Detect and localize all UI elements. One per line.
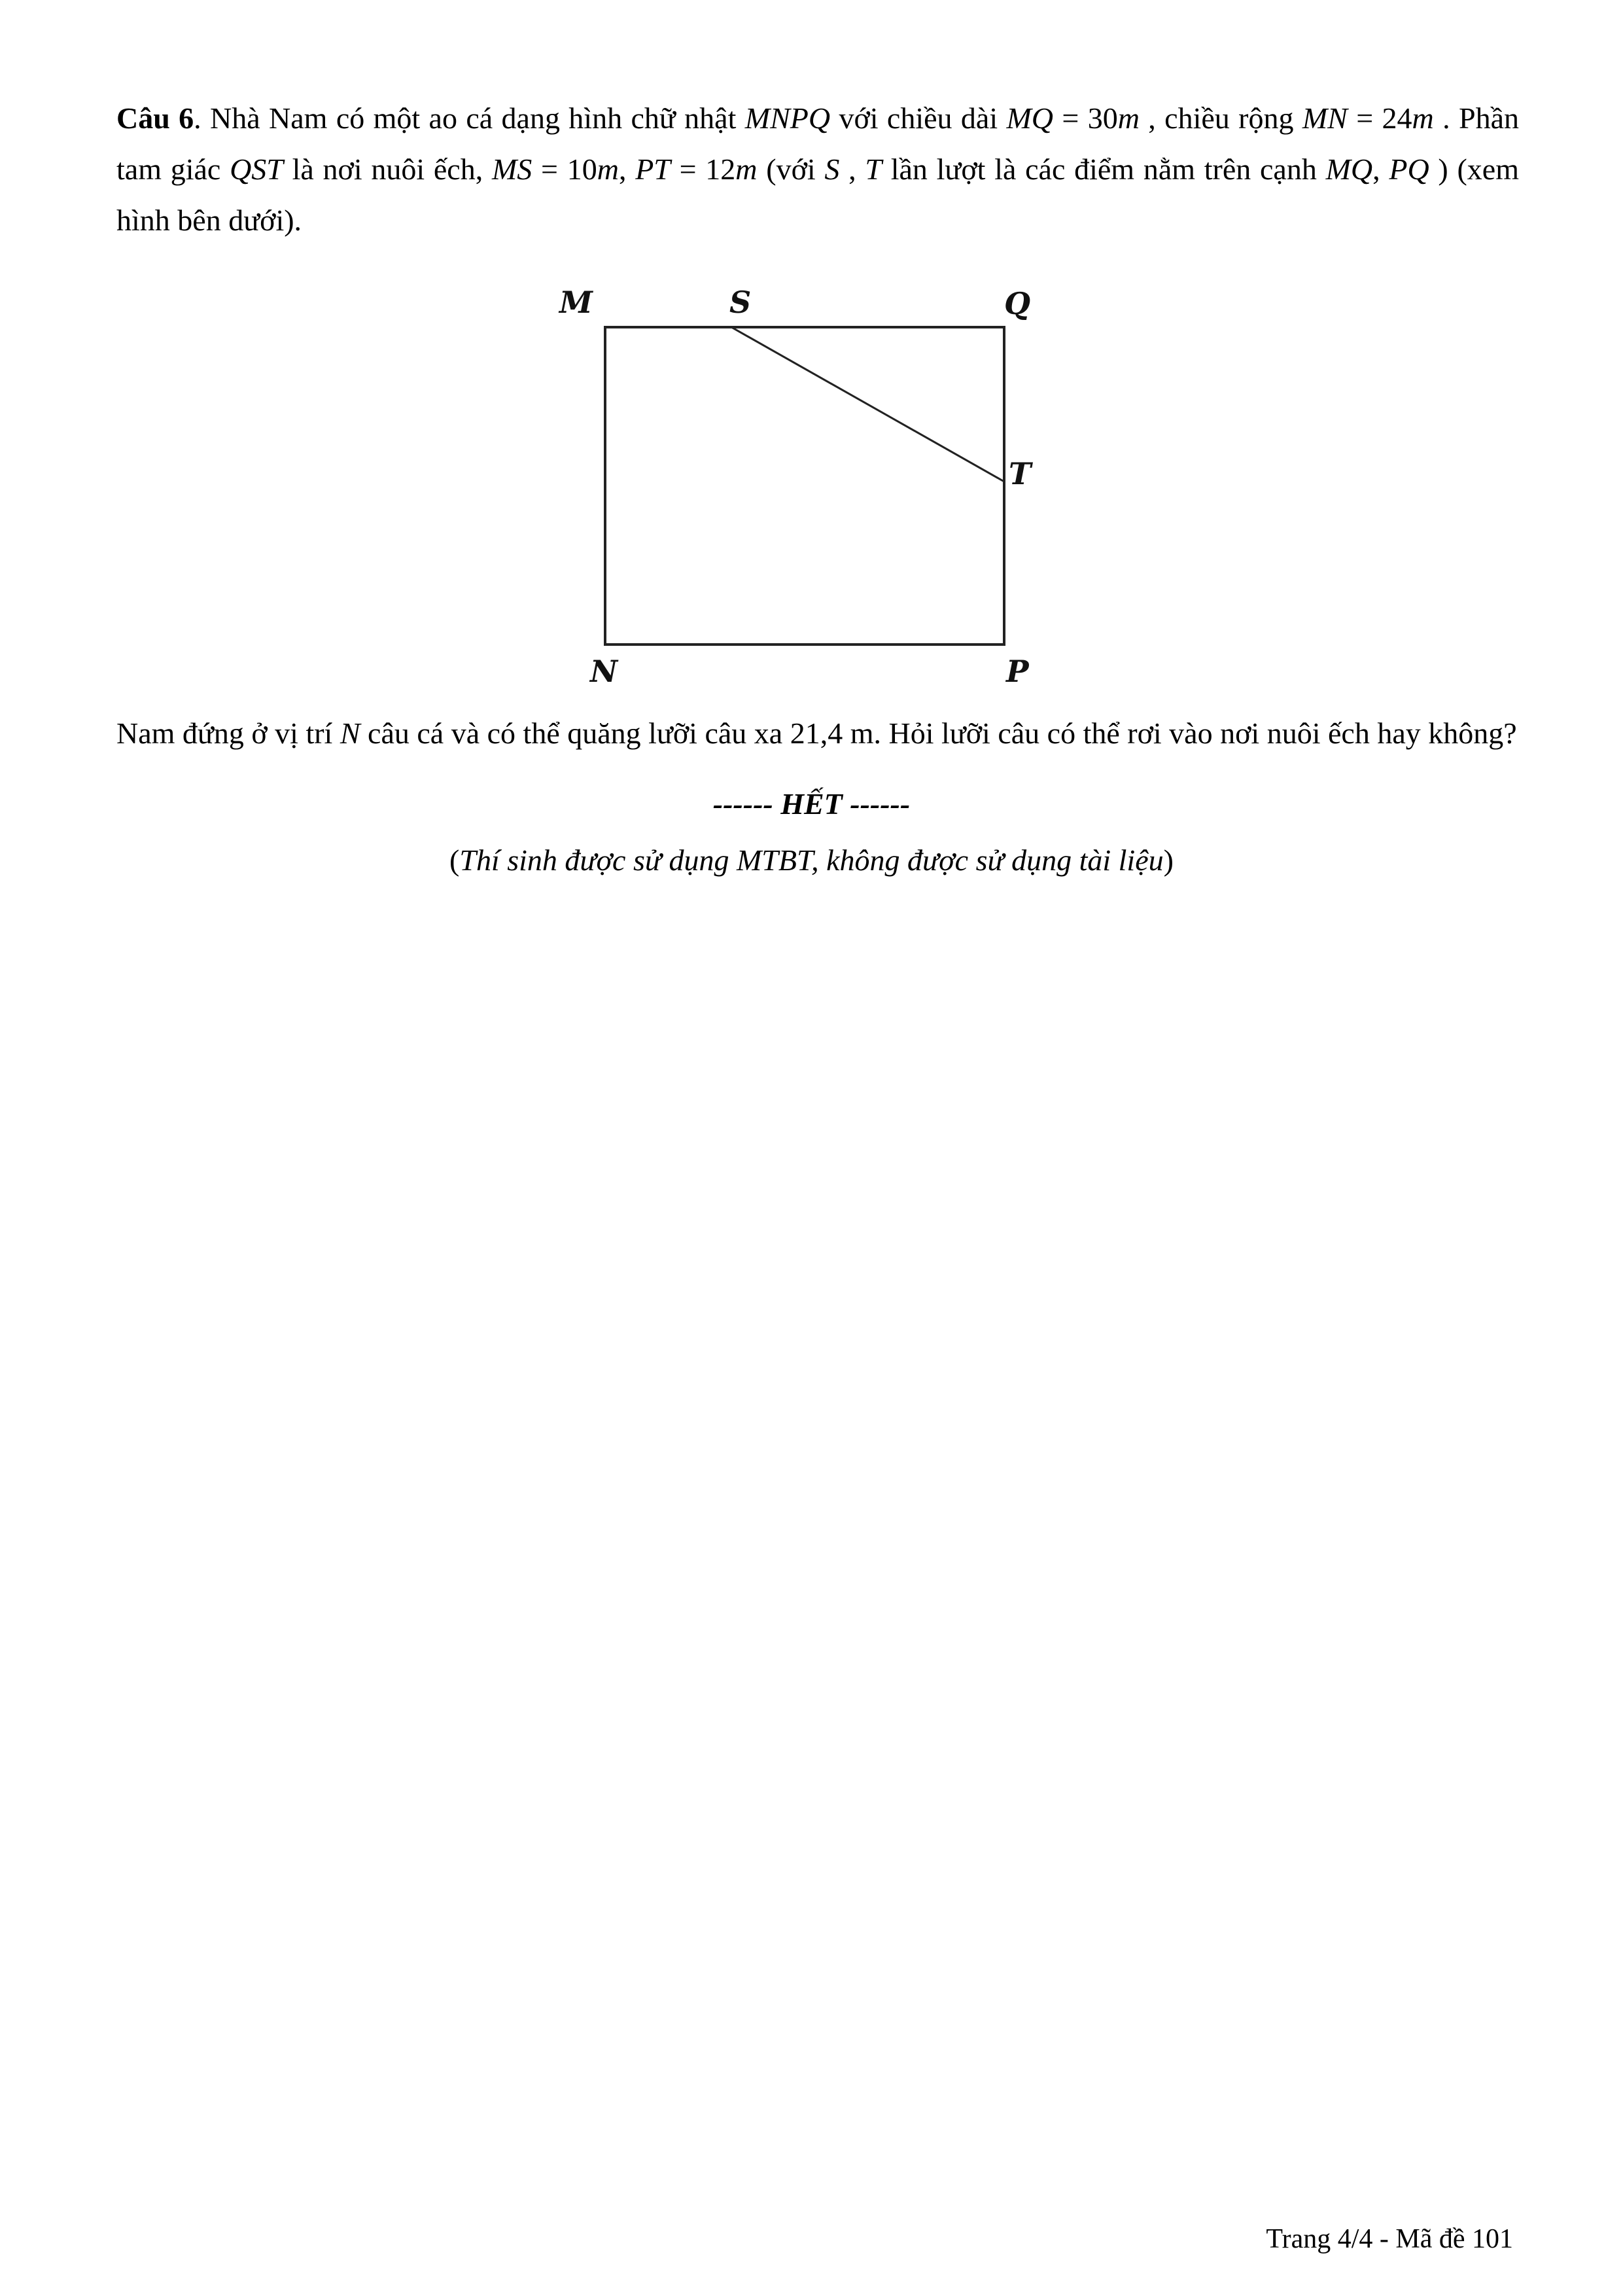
label-t: T <box>1009 456 1032 491</box>
label-p: P <box>1006 654 1029 689</box>
label-m: M <box>559 285 593 320</box>
exam-note: (Thí sinh được sử dụng MTBT, không được sử dụng tài liệu) <box>449 843 1174 877</box>
pond-rectangle <box>605 327 1004 645</box>
segment-st <box>731 327 1004 482</box>
question-label: Câu 6 <box>116 101 194 135</box>
label-q: Q <box>1004 286 1031 321</box>
page-footer: Trang 4/4 - Mã đề 101 <box>1266 2224 1513 2254</box>
end-mark: ------ HẾT ------ <box>712 787 911 821</box>
label-s: S <box>729 285 752 320</box>
pond-figure <box>543 275 1106 694</box>
label-n: N <box>590 654 618 689</box>
question-paragraph: Câu 6. Nhà Nam có một ao cá dạng hình chữ nhật MNPQ với chiều dài MQ = 30m , chiều rộng MN = 24m . Phần tam giác QST là nơi nuôi ếch, MS = 10m, PT = 12m (với S , T lần lượt là các điểm nằm trên cạnh MQ, PQ ) (xem hình bên dưới). <box>116 101 1519 237</box>
prompt-paragraph: Nam đứng ở vị trí N câu cá và có thể quăng lưỡi câu xa 21,4 m. Hỏi lưỡi câu có thể rơi vào nơi nuôi ếch hay không? <box>116 716 1517 750</box>
